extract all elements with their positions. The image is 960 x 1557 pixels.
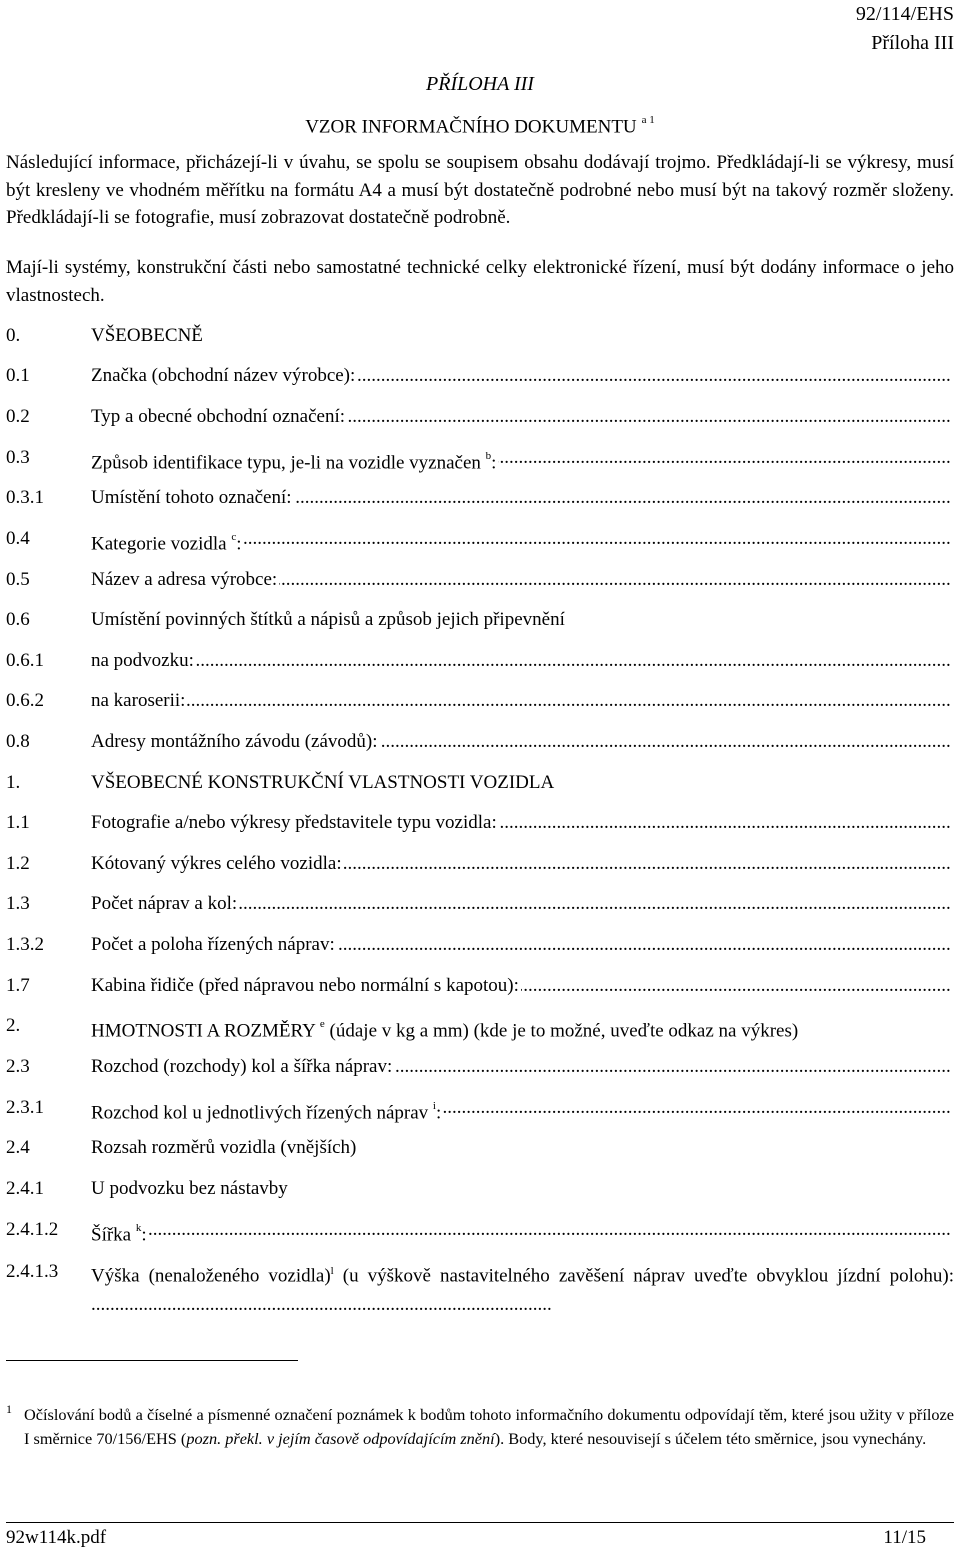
footer-filename: 92w114k.pdf <box>6 1527 107 1548</box>
item-label-text: Kabina řidiče (před nápravou nebo normální s kapotou): <box>91 975 519 996</box>
item-label <box>91 362 357 390</box>
item-number: 0.3 <box>6 447 30 468</box>
item-number: 0.3.1 <box>6 487 44 508</box>
dot-leader <box>91 1216 952 1244</box>
item-label-suffix: : <box>141 1224 147 1246</box>
dot-leader <box>91 647 952 675</box>
item-label <box>91 1053 394 1081</box>
item-label <box>91 1175 290 1203</box>
item-number: 0.4 <box>6 528 30 549</box>
item-number: 2.3.1 <box>6 1097 44 1118</box>
document-title-text: VZOR INFORMAČNÍHO DOKUMENTU <box>305 116 637 138</box>
form-item <box>6 484 952 512</box>
item-number: 2.4.1 <box>6 1178 44 1199</box>
footnote-text <box>24 1403 954 1451</box>
form-item <box>6 1216 952 1244</box>
item-label <box>91 931 337 959</box>
item-label-text: Značka (obchodní název výrobce): <box>91 365 356 386</box>
item-label-suffix: : <box>435 1102 442 1124</box>
item-number: 1.7 <box>6 975 30 996</box>
item-number: 1.2 <box>6 853 30 874</box>
item-label <box>91 1216 149 1249</box>
item-label <box>91 687 187 715</box>
footnote-mark: 1 <box>6 1402 12 1416</box>
item-number: 2.4 <box>6 1137 30 1158</box>
item-label-text: Rozchod (rozchody) kol a šířka náprav: <box>91 1056 393 1077</box>
form-item <box>6 606 952 634</box>
item-2-4-1-3: Výška (nenaloženého vozidla)$^l$ (u výškově nastavitelného zavěšení náprav uveďte obvyklou jízdní polohu): ................................................................................................. <box>91 1265 955 1316</box>
form-item <box>6 972 952 1000</box>
item-label-text: Způsob identifikace typu, je-li na vozidle vyznačen <box>91 452 481 474</box>
form-item <box>6 931 952 959</box>
item-number: 0. <box>6 325 21 346</box>
footnote <box>6 1403 954 1451</box>
header-regulation: 92/114/EHS <box>855 3 954 25</box>
item-label-text: VŠEOBECNÉ KONSTRUKČNÍ VLASTNOSTI VOZIDLA <box>91 772 555 793</box>
item-label-suffix: : <box>236 533 242 555</box>
item-label-suffix: : <box>491 452 497 474</box>
item-number: 1.3.2 <box>6 934 44 955</box>
form-item <box>6 769 952 797</box>
item-label-text: Rozsah rozměrů vozidla (vnějších) <box>91 1137 357 1158</box>
item-label-text: Kategorie vozidla <box>91 533 227 555</box>
item-number: 1. <box>6 772 21 793</box>
item-label <box>91 322 205 350</box>
form-item <box>6 1094 952 1122</box>
item-number: 1.1 <box>6 812 30 833</box>
item-label-text: Počet náprav a kol: <box>91 893 238 914</box>
item-label-b: (u výškově nastavitelného zavěšení náprav uveďte obvyklou jízdní polohu): <box>342 1265 955 1287</box>
form-item <box>6 850 952 878</box>
item-label <box>91 1134 358 1162</box>
footnote-separator <box>6 1360 298 1361</box>
item-number: 0.1 <box>6 365 30 386</box>
item-footnote-ref: b <box>485 450 492 462</box>
form-item <box>6 890 952 918</box>
intro-paragraph-2: Mají-li systémy, konstrukční části nebo samostatné technické celky elektronické řízení, musí být dodány informace o jeho vlastnostech. <box>6 257 954 306</box>
item-number: 2. <box>6 1015 21 1036</box>
item-number: 2.3 <box>6 1056 30 1077</box>
item-footnote-ref: c <box>231 531 237 543</box>
form-item <box>6 728 952 756</box>
item-label-text: na karoserii: <box>91 690 186 711</box>
form-item <box>6 525 952 553</box>
item-label-text: Adresy montážního závodu (závodů): <box>91 731 378 752</box>
dot-leader <box>91 687 952 715</box>
item-label <box>91 566 279 594</box>
item-label <box>91 606 567 634</box>
form-item <box>6 1053 952 1081</box>
item-label-text: HMOTNOSTI A ROZMĚRY <box>91 1020 316 1042</box>
item-number: 0.8 <box>6 731 30 752</box>
page-header <box>856 0 954 58</box>
item-label <box>91 444 498 477</box>
item-footnote-ref: k <box>135 1222 142 1234</box>
item-label <box>91 890 239 918</box>
item-label <box>91 972 521 1000</box>
form-item <box>6 1175 952 1203</box>
item-number: 0.5 <box>6 569 30 590</box>
item-footnote-ref: i <box>432 1100 436 1112</box>
form-item <box>6 444 952 472</box>
form-item <box>6 566 952 594</box>
form-item <box>6 647 952 675</box>
item-number: 2.4.1.2 <box>6 1219 59 1240</box>
item-label <box>91 850 344 878</box>
form-item <box>6 1012 952 1040</box>
item-number: 0.6.2 <box>6 690 44 711</box>
item-label-text: VŠEOBECNĚ <box>91 325 203 346</box>
item-label-text: Kótovaný výkres celého vozidla: <box>91 853 342 874</box>
item-number: 0.2 <box>6 406 30 427</box>
item-number: 1.3 <box>6 893 30 914</box>
item-label-text: Šířka <box>91 1224 132 1246</box>
item-number: 0.6.1 <box>6 650 44 671</box>
item-label <box>91 484 294 512</box>
item-label <box>91 769 556 797</box>
form-item <box>6 809 952 837</box>
form-item <box>6 322 952 350</box>
item-label-text: Rozchod kol u jednotlivých řízených náprav <box>91 1102 429 1124</box>
form-item <box>6 687 952 715</box>
footer-separator <box>6 1522 954 1523</box>
item-label-text: Fotografie a/nebo výkresy představitele typu vozidla: <box>91 812 497 833</box>
item-footnote-ref: e <box>319 1018 325 1030</box>
item-label-text: na podvozku: <box>91 650 194 671</box>
form-item <box>6 1134 952 1162</box>
footnote-text-b: ). Body, které nesouvisejí s účelem této směrnice, jsou vynechány. <box>494 1429 927 1448</box>
footnote-text-italic: pozn. překl. v jejím časově odpovídajícím znění <box>186 1429 495 1448</box>
item-label <box>91 525 244 558</box>
item-label <box>91 728 380 756</box>
item-label <box>91 809 499 837</box>
item-number-2-4-1-3: 2.4.1.3 <box>6 1261 59 1282</box>
document-title <box>0 116 960 138</box>
form-item <box>6 362 952 390</box>
item-label <box>91 403 347 431</box>
item-label-text: Umístění povinných štítků a nápisů a způsob jejich připevnění <box>91 609 565 630</box>
footnote-text-a: Očíslování bodů a číselné a písmenné označení poznámek k bodům tohoto informačního dokumentu odpovídají těm, které jsou užity v příloze I směrnice 70/156/EHS ( <box>24 1405 954 1448</box>
item-label-text: Název a adresa výrobce: <box>91 569 278 590</box>
form-item <box>6 403 952 431</box>
footer-page-number: 11/15 <box>883 1527 926 1548</box>
header-annex: Příloha III <box>871 32 954 54</box>
item-label-a: Výška (nenaloženého vozidla) <box>91 1265 331 1287</box>
item-footnote-ref: l <box>330 1265 334 1277</box>
item-number: 0.6 <box>6 609 30 630</box>
annex-label: PŘÍLOHA III <box>426 73 534 95</box>
item-label-text: U podvozku bez nástavby <box>91 1178 288 1199</box>
title-footnote-ref: a 1 <box>641 114 655 126</box>
intro-paragraph-1: Následující informace, přicházejí-li v úvahu, se spolu se soupisem obsahu dodávají trojmo. Předkládají-li se výkresy, musí být kresleny ve vhodném měřítku na formátu A4 a musí být dostatečně podrobné nebo musí být na takový rozměr složeny. Předkládají-li se fotografie, musí zobrazovat dostatečně podrobně. <box>6 152 954 228</box>
item-label-text: Počet a poloha řízených náprav: <box>91 934 335 955</box>
item-label <box>91 1012 800 1045</box>
item-label <box>91 1094 443 1127</box>
item-label <box>91 647 196 675</box>
item-label-text: Typ a obecné obchodní označení: <box>91 406 346 427</box>
item-label-text: Umístění tohoto označení: <box>91 487 292 508</box>
item-label-suffix: (údaje v kg a mm) (kde je to možné, uveďte odkaz na výkres) <box>329 1020 799 1042</box>
